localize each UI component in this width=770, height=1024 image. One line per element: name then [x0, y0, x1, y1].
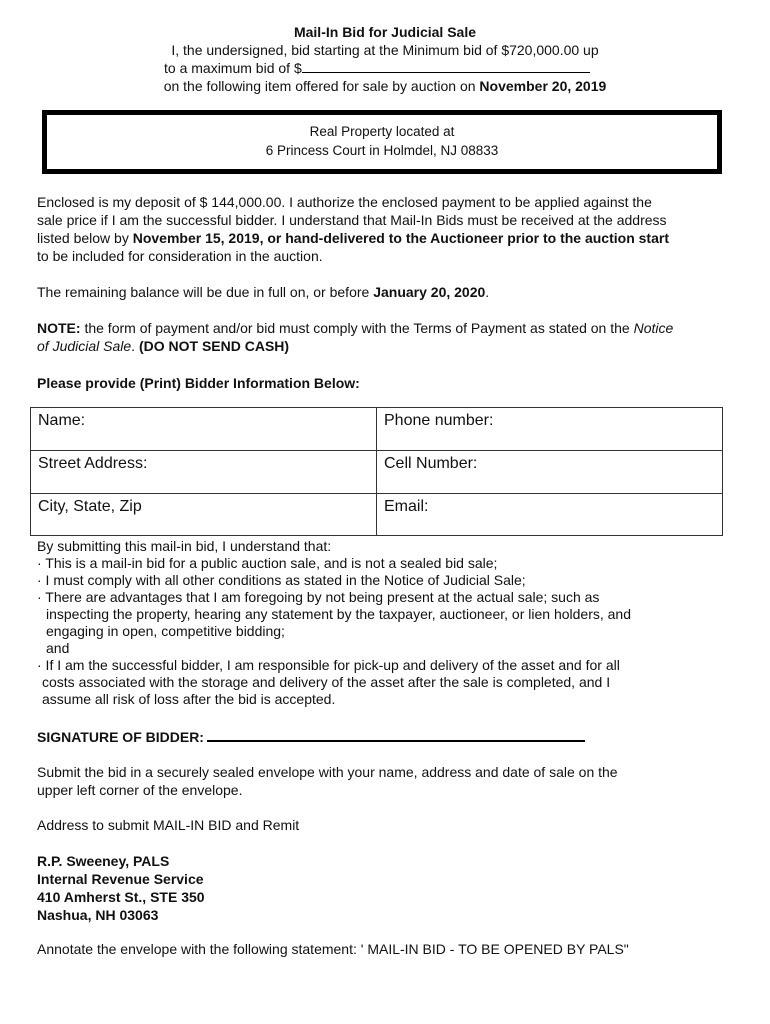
auction-date-line: [0, 77, 770, 95]
address-line-1: R.P. Sweeney, PALS: [37, 853, 170, 869]
list-item: · I must comply with all other conditions as stated in the Notice of Judicial Sale;: [37, 572, 526, 588]
list-item: · This is a mail-in bid for a public auction sale, and is not a sealed bid sale;: [37, 555, 498, 571]
submit-line-1: Submit the bid in a securely sealed envelope with your name, address and date of sale on the: [37, 764, 618, 780]
city-label: City, State, Zip: [38, 498, 142, 515]
note-line-2: [37, 337, 737, 355]
cell-field[interactable]: [377, 451, 722, 493]
property-line-1: Real Property located at: [309, 124, 455, 139]
name-label: Name:: [38, 412, 86, 429]
street-label: Street Address:: [38, 455, 148, 472]
signature-field[interactable]: [207, 727, 585, 742]
address-heading: Address to submit MAIL-IN BID and Remit: [37, 817, 300, 833]
bidder-info-table: [30, 407, 723, 536]
email-label: Email:: [384, 498, 429, 515]
signature-row: [37, 727, 585, 746]
signature-label: SIGNATURE OF BIDDER:: [37, 729, 204, 745]
balance-prefix: The remaining balance will be due in full on, or before: [37, 284, 370, 300]
understanding-intro: By submitting this mail-in bid, I understand that:: [37, 538, 332, 554]
deposit-line-3-prefix: listed below by: [37, 230, 129, 246]
cell-label: Cell Number:: [384, 455, 478, 472]
deposit-line-2: sale price if I am the successful bidder. I understand that Mail-In Bids must be received at the address: [37, 212, 667, 228]
no-cash-warning: (DO NOT SEND CASH): [138, 338, 290, 354]
street-field[interactable]: [31, 451, 376, 493]
note-italic-1: Notice: [633, 320, 674, 336]
address-line-4: Nashua, NH 03063: [37, 907, 159, 923]
city-field[interactable]: [31, 494, 376, 536]
list-item-continued: assume all risk of loss after the bid is accepted.: [42, 691, 336, 707]
auction-date: November 20, 2019: [479, 78, 607, 94]
name-field[interactable]: [31, 408, 376, 450]
property-box: [42, 110, 722, 174]
note-paragraph: [37, 319, 737, 355]
note-line-1: [37, 319, 737, 337]
deposit-line-3: [37, 229, 737, 247]
bidder-info-heading: Please provide (Print) Bidder Information Below:: [37, 375, 360, 391]
list-item-continued: and: [46, 640, 70, 656]
note-italic-2: of Judicial Sale: [37, 338, 132, 354]
form-title: Mail-In Bid for Judicial Sale: [293, 24, 477, 40]
deposit-line-4: to be included for consideration in the auction.: [37, 248, 323, 264]
deposit-paragraph: [37, 193, 737, 265]
balance-suffix: .: [485, 284, 490, 300]
remit-address: [37, 852, 205, 924]
phone-field[interactable]: [377, 408, 722, 450]
balance-date: January 20, 2020: [373, 284, 486, 300]
list-item-continued: engaging in open, competitive bidding;: [46, 623, 285, 639]
email-field[interactable]: [377, 494, 722, 536]
auction-date-prefix: on the following item offered for sale by auction on: [163, 78, 476, 94]
max-bid-label: to a maximum bid of $: [164, 60, 302, 76]
note-after: .: [131, 338, 136, 354]
bid-range-line: I, the undersigned, bid starting at the Minimum bid of $720,000.00 up: [171, 42, 599, 58]
understanding-section: [37, 538, 737, 708]
list-item: · There are advantages that I am foregoing by not being present at the actual sale; such as: [37, 589, 600, 605]
list-item: · If I am the successful bidder, I am responsible for pick-up and delivery of the asset and for all: [37, 657, 620, 673]
property-address: 6 Princess Court in Holmdel, NJ 08833: [265, 143, 499, 158]
max-bid-line: [164, 59, 590, 77]
submit-instructions: [37, 763, 737, 799]
deposit-line-1: Enclosed is my deposit of $ 144,000.00. I authorize the enclosed payment to be applied against the: [37, 194, 652, 210]
address-line-2: Internal Revenue Service: [37, 871, 204, 887]
note-label: NOTE:: [37, 320, 81, 336]
max-bid-field[interactable]: [302, 59, 590, 73]
list-item-continued: costs associated with the storage and delivery of the asset after the sale is completed, and I: [42, 674, 611, 690]
note-text: the form of payment and/or bid must comply with the Terms of Payment as stated on the: [84, 320, 630, 336]
list-item-continued: inspecting the property, hearing any statement by the taxpayer, auctioneer, or lien holders, and: [46, 606, 631, 622]
deadline-text: November 15, 2019, or hand-delivered to the Auctioneer prior to the auction start: [132, 230, 669, 246]
balance-line: [37, 283, 489, 301]
annotate-instruction: Annotate the envelope with the following statement: ' MAIL-IN BID - TO BE OPENED BY PALS": [37, 941, 629, 957]
submit-line-2: upper left corner of the envelope.: [37, 782, 243, 798]
address-line-3: 410 Amherst St., STE 350: [37, 889, 205, 905]
phone-label: Phone number:: [384, 412, 494, 429]
